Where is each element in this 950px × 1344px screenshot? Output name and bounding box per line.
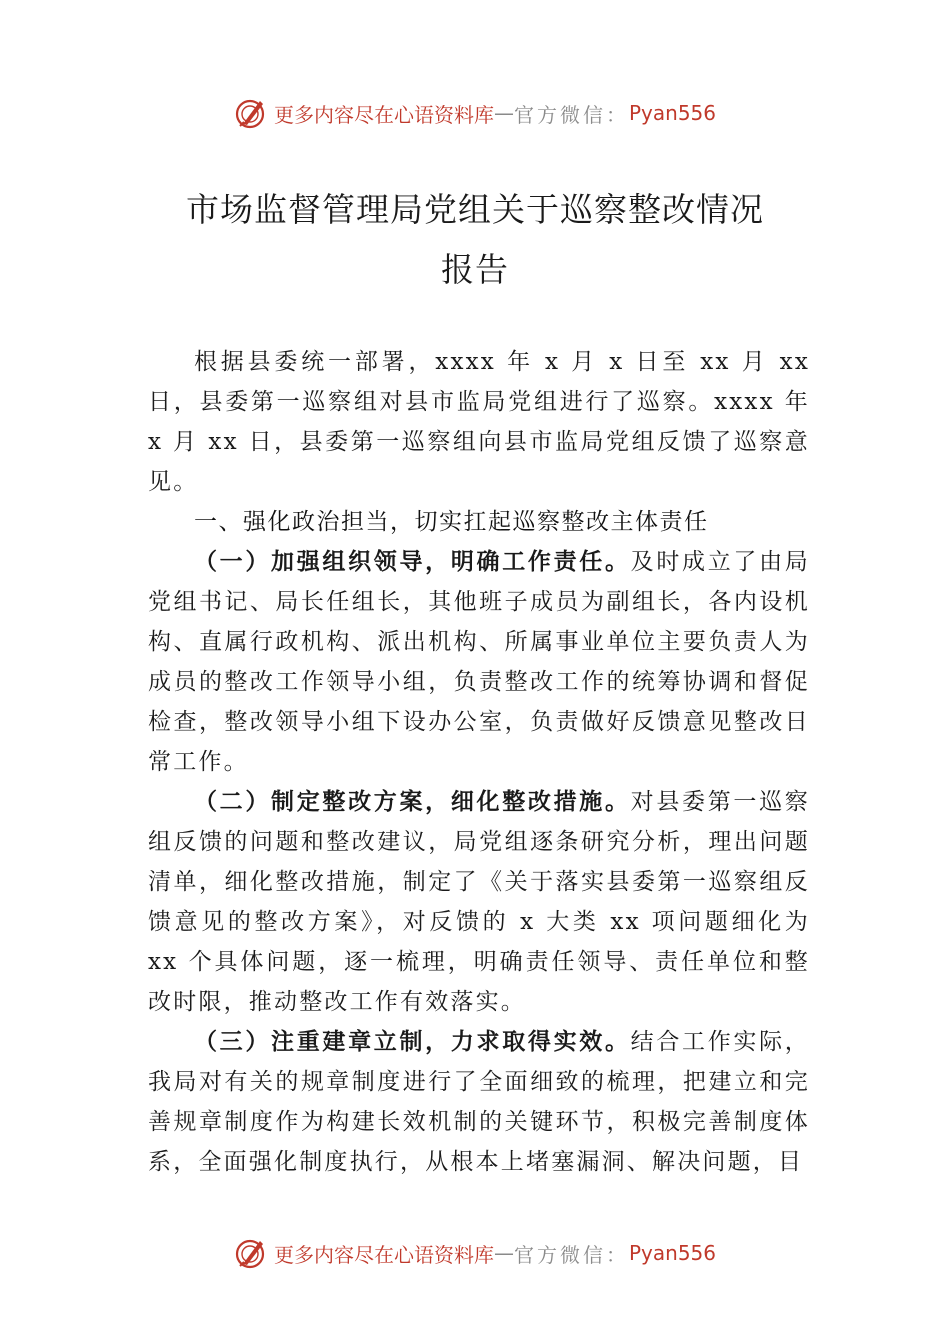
subsection-3-lead: （三）注重建章立制，力求取得实效。 bbox=[194, 1028, 631, 1055]
intro-paragraph: 根据县委统一部署，xxxx 年 x 月 x 日至 xx 月 xx 日，县委第一巡察组对县市监局党组进行了巡察。xxxx 年 x 月 xx 日，县委第一巡察组向县市监局党组反馈了巡察意见。 bbox=[148, 349, 810, 495]
quill-seal-icon bbox=[234, 1236, 268, 1270]
subsection-3-paragraph bbox=[148, 1022, 810, 1182]
quill-seal-icon bbox=[234, 96, 268, 130]
watermark-wechat-id: Pyan556 bbox=[628, 101, 716, 125]
subsection-2-paragraph bbox=[148, 782, 810, 1022]
header-watermark bbox=[0, 93, 950, 133]
watermark-wechat-label: 官方微信： bbox=[513, 1242, 629, 1267]
title-line-1: 市场监督管理局党组关于巡察整改情况 bbox=[186, 190, 764, 229]
watermark-wechat-label: 官方微信： bbox=[513, 102, 629, 127]
subsection-3-body: 结合工作实际，我局对有关的规章制度进行了全面细致的梳理，把建立和完善规章制度作为构建长效机制的关键环节，积极完善制度体系，全面强化制度执行，从根本上堵塞漏洞、解决问题，目 bbox=[148, 1029, 810, 1175]
subsection-1-lead: （一）加强组织领导，明确工作责任。 bbox=[194, 548, 631, 575]
subsection-1-paragraph bbox=[148, 542, 810, 782]
subsection-2-body: 对县委第一巡察组反馈的问题和整改建议，局党组逐条研究分析，理出问题清单，细化整改措施，制定了《关于落实县委第一巡察组反馈意见的整改方案》，对反馈的 x 大类 xx 项问题细化为 xx 个具体问题，逐一梳理，明确责任领导、责任单位和整改时限，推动整改工作有效落实。 bbox=[148, 789, 810, 1015]
document-body bbox=[148, 342, 810, 1182]
subsection-2-lead: （二）制定整改方案，细化整改措施。 bbox=[194, 788, 631, 815]
footer-watermark bbox=[0, 1233, 950, 1273]
watermark-wechat-id: Pyan556 bbox=[628, 1241, 716, 1265]
watermark-brand-text: 更多内容尽在心语资料库 bbox=[273, 1242, 494, 1267]
subsection-1-body: 及时成立了由局党组书记、局长任组长，其他班子成员为副组长，各内设机构、直属行政机构、派出机构、所属事业单位主要负责人为成员的整改工作领导小组，负责整改工作的统筹协调和督促检查，整改领导小组下设办公室，负责做好反馈意见整改日常工作。 bbox=[148, 549, 810, 775]
watermark-separator: — bbox=[493, 1241, 514, 1265]
watermark-separator: — bbox=[493, 101, 514, 125]
title-line-2: 报告 bbox=[441, 250, 509, 289]
document-title bbox=[0, 180, 950, 300]
section-1-heading: 一、强化政治担当，切实扛起巡察整改主体责任 bbox=[194, 509, 709, 535]
watermark-brand-text: 更多内容尽在心语资料库 bbox=[273, 102, 494, 127]
